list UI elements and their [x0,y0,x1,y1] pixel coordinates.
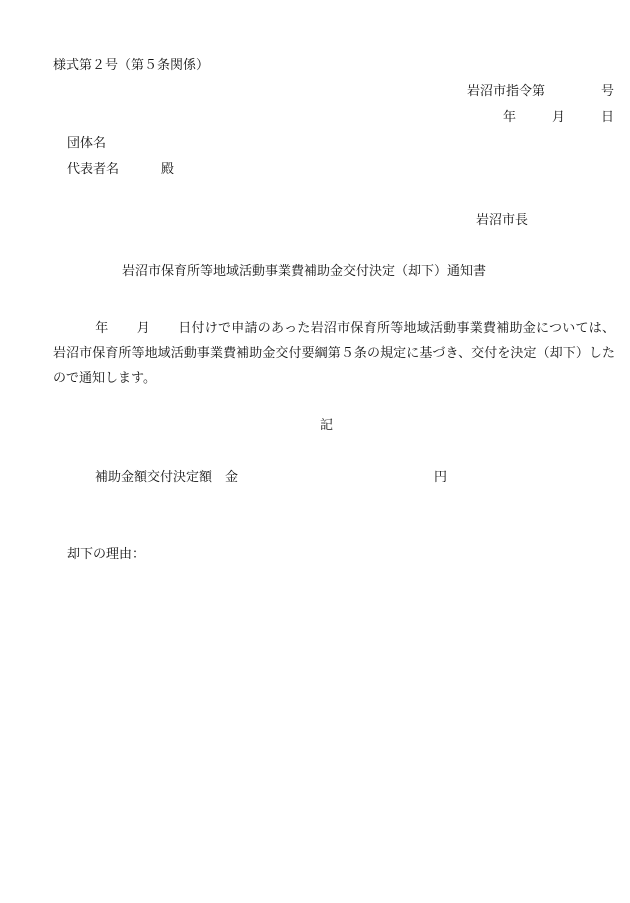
body-month: 月 [136,321,151,336]
amount-kin: 金 [225,470,239,485]
date-month: 月 [551,110,565,125]
document-number [467,84,614,100]
body-year: 年 [95,321,109,336]
document-number-suffix: 号 [600,84,614,99]
amount-yen: 円 [434,470,448,485]
document-number-prefix: 岩沼市指令第 [466,84,545,99]
body-paragraph [53,316,615,391]
amount-line [95,470,447,486]
representative-label: 代表者名 [67,162,120,177]
date-day: 日 [600,110,614,125]
recipient-organization-label: 団体名 [67,136,107,151]
document-date [503,110,614,126]
sender-name: 岩沼市長 [476,213,529,228]
date-year: 年 [502,110,516,125]
form-number: 様式第２号（第５条関係） [53,58,210,73]
document-title: 岩沼市保育所等地域活動事業費補助金交付決定（却下）通知書 [122,264,487,279]
rejection-reason-label: 却下の理由： [67,547,146,562]
recipient-representative [67,162,174,178]
body-text: 日付けで申請のあった岩沼市保育所等地域活動事業費補助金については、岩沼市保育所等地域活動事業費補助金交付要綱第５条の規定に基づき、交付を決定（却下）したので通知します。 [53,321,615,386]
honorific: 殿 [161,162,175,177]
ki-heading: 記 [320,418,334,433]
amount-label: 補助金額交付決定額 [95,470,213,485]
